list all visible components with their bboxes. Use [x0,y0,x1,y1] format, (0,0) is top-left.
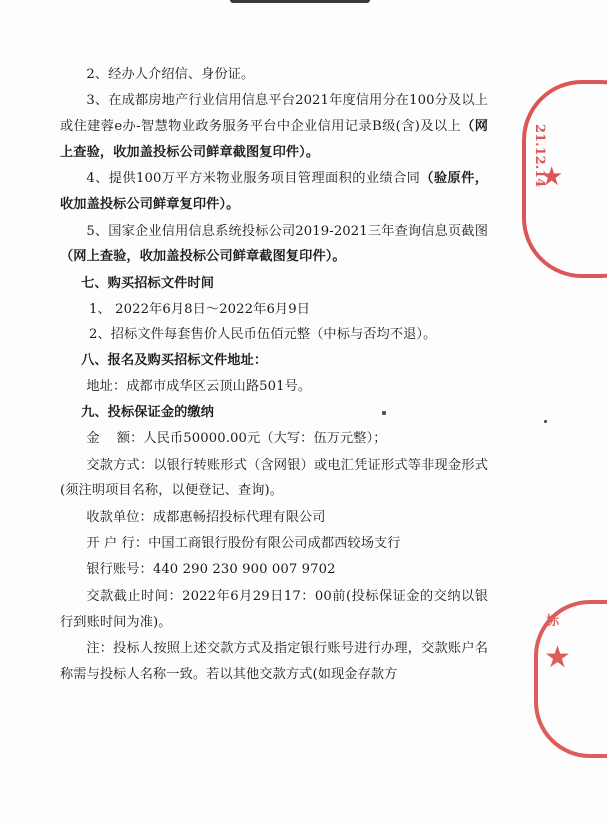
paragraph-2: 2、经办人介绍信、身份证。 [86,67,255,82]
deposit-amount: 金 额：人民币50000.00元（大写：伍万元整）； [86,431,387,447]
payment-deadline: 交款截止时间：2022年6月29日17：00前(投标保证金的交纳以银行到账时间为准)。 [60,588,489,630]
section-7-item-1: 1、 2022年6月8日～2022年6月9日 [89,301,310,317]
document-body [60,62,488,688]
paragraph-3: 3、在成都房地产行业信用信息平台2021年度信用分在100分及以上或住建蓉e办-智慧物业政务服务平台中企业信用记录B级(含)及以上（网上查验，收加盖投标公司鲜章截图复印件）。 [60,93,488,160]
scan-speck [544,420,547,423]
company-seal-bottom [534,600,607,758]
company-seal-right [522,80,607,278]
scan-speck [382,411,386,415]
section-7-item-2: 2、招标文件每套售价人民币伍佰元整（中标与否均不退）。 [89,327,437,343]
bank-account: 银行账号：440 290 230 900 007 9702 [86,562,336,578]
section-9-heading: 九、投标保证金的缴纳 [81,405,214,421]
seal-bottom-text: 标 [546,614,560,629]
section-7-heading: 七、购买招标文件时间 [81,275,214,291]
section-8-address: 地址：成都市成华区云顶山路501号。 [86,378,312,394]
seal-bottom-star-icon: ★ [544,640,571,675]
paragraph-5: 5、国家企业信用信息系统投标公司2019-2021三年查询信息页截图（网上查验，收加盖投标公司鲜章截图复印件）。 [60,223,488,265]
section-8-heading: 八、报名及购买招标文件地址： [81,353,268,369]
payment-note: 注：投标人按照上述交款方式及指定银行账号进行办理，交款账户名称需与投标人名称一致。若以其他交款方式(如现金存款方 [60,641,488,682]
top-binding-mark [230,0,370,3]
seal-date-text: 21.12.14 [532,124,547,188]
payee-unit: 收款单位：成都惠畅招投标代理有限公司 [86,509,326,525]
opening-bank: 开 户 行：中国工商银行股份有限公司成都西较场支行 [86,536,401,552]
seal-star-icon: ★ [540,162,564,192]
paragraph-4: 4、提供100万平方米物业服务项目管理面积的业绩合同（验原件，收加盖投标公司鲜章复印件）。 [60,171,489,213]
payment-method: 交款方式：以银行转账形式（含网银）或电汇凭证形式等非现金形式(须注明项目名称，以便登记、查询)。 [60,457,488,499]
